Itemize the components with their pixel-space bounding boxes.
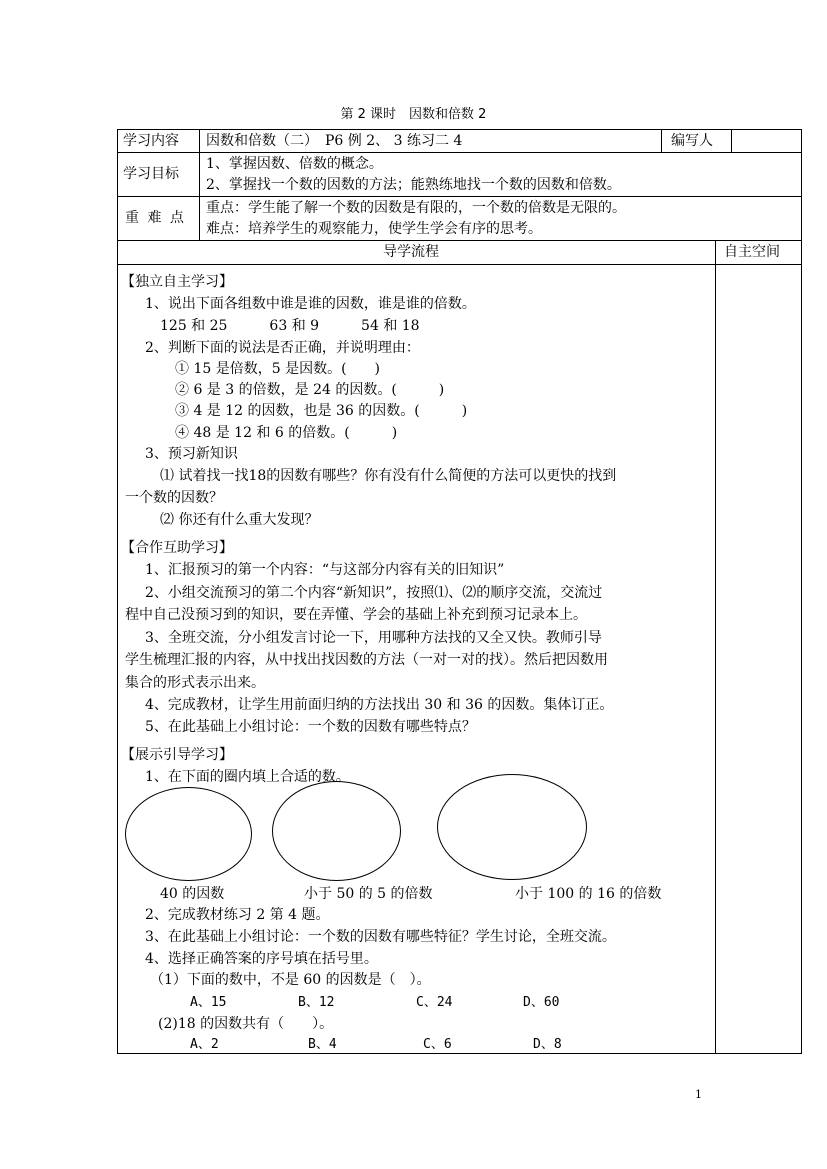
key-line-1: 重点：学生能了解一个数的因数是有限的，一个数的倍数是无限的。	[206, 200, 626, 216]
q2-option-d: D、8	[533, 1037, 562, 1052]
s2-line-7: 4、完成教材，让学生用前面归纳的方法找出 30 和 36 的因数。集体订正。	[145, 697, 614, 713]
s3-line-2: 2、完成教材练习 2 第 4 题。	[145, 907, 330, 923]
goal-line-1: 1、掌握因数、倍数的概念。	[206, 156, 383, 172]
table-border-top	[117, 129, 802, 130]
s1-line-2: 125 和 25 63 和 9 54 和 18	[160, 318, 420, 334]
q2-option-a: A、2	[190, 1037, 219, 1052]
table-line-row3	[117, 240, 802, 241]
goal-line-2: 2、掌握找一个数的因数的方法；能熟练地找一个数的因数和倍数。	[206, 177, 621, 193]
answer-circle-multiples-5[interactable]	[272, 781, 401, 881]
section-cooperative-title: 【合作互助学习】	[121, 540, 233, 556]
s1-line-8: 3、预习新知识	[145, 446, 238, 462]
circle-label-3: 小于 100 的 16 的倍数	[515, 886, 662, 902]
table-border-bottom	[117, 1053, 802, 1054]
circle-label-1: 40 的因数	[160, 886, 225, 902]
s3-line-4: 4、选择正确答案的序号填在括号里。	[145, 951, 378, 967]
s3-line-1: 1、在下面的圈内填上合适的数。	[145, 769, 350, 785]
table-line-row4	[117, 264, 802, 265]
table-line-row2	[117, 196, 802, 197]
answer-circle-multiples-16[interactable]	[437, 774, 587, 880]
s1-line-1: 1、说出下面各组数中谁是谁的因数，谁是谁的倍数。	[145, 296, 476, 312]
page-number: 1	[695, 1088, 702, 1101]
key-label: 重 难 点	[125, 210, 186, 226]
s2-line-4: 3、全班交流，分小组发言讨论一下，用哪种方法找的又全又快。教师引导	[145, 630, 602, 646]
q2-option-b: B、4	[308, 1037, 337, 1052]
s2-line-2: 2、小组交流预习的第二个内容“新知识”，按照⑴、⑵的顺序交流，交流过	[145, 585, 603, 601]
q1-option-a: A、15	[190, 995, 227, 1010]
q1-option-c: C、24	[416, 995, 453, 1010]
q1-option-d: D、60	[523, 995, 560, 1010]
q2-option-c: C、6	[423, 1037, 452, 1052]
s1-line-3: 2、判断下面的说法是否正确，并说明理由：	[145, 340, 420, 356]
s1-line-4: ① 15 是倍数，5 是因数。( )	[175, 361, 380, 377]
table-line-authorcol-left	[661, 129, 662, 153]
s2-line-5: 学生梳理汇报的内容，从中找出找因数的方法（一对一对的找）。然后把因数用	[125, 652, 608, 668]
table-line-spacecol	[715, 240, 716, 1054]
q1-option-b: B、12	[298, 995, 335, 1010]
section-independent-title: 【独立自主学习】	[121, 274, 233, 290]
s2-line-3: 程中自己没预习到的知识，要在弄懂、学会的基础上补充到预习记录本上。	[125, 607, 587, 623]
q2-text: (2)18 的因数共有（ ）。	[158, 1016, 334, 1032]
table-border-right	[801, 129, 802, 1054]
s2-line-8: 5、在此基础上小组讨论：一个数的因数有哪些特点？	[145, 719, 476, 735]
page-title: 第 2 课时 因数和倍数 2	[340, 107, 487, 122]
s2-line-6: 集合的形式表示出来。	[125, 675, 265, 691]
s3-line-5: （1）下面的数中，不是 60 的因数是（ ）。	[150, 972, 431, 988]
circle-label-2: 小于 50 的 5 的倍数	[304, 886, 433, 902]
s1-line-11: ⑵ 你还有什么重大发现？	[160, 512, 319, 528]
s1-line-10: 一个数的因数？	[125, 490, 223, 506]
s1-line-7: ④ 48 是 12 和 6 的倍数。( )	[175, 425, 398, 441]
s1-line-5: ② 6 是 3 的倍数，是 24 的因数。( )	[175, 382, 445, 398]
content-value: 因数和倍数（二） P6 例 2、 3 练习二 4	[206, 133, 463, 149]
s2-line-1: 1、汇报预习的第一个内容：“与这部分内容有关的旧知识”	[145, 562, 505, 578]
s3-line-3: 3、在此基础上小组讨论：一个数的因数有哪些特征？学生讨论，全班交流。	[145, 929, 616, 945]
table-line-labelcol	[199, 129, 200, 241]
goal-label: 学习目标	[123, 166, 179, 182]
s1-line-6: ③ 4 是 12 的因数，也是 36 的因数。( )	[175, 403, 468, 419]
answer-circle-factors-40[interactable]	[125, 787, 252, 881]
table-line-authorcol-right	[731, 129, 732, 153]
space-label: 自主空间	[724, 244, 780, 260]
content-label: 学习内容	[123, 133, 179, 149]
key-line-2: 难点：培养学生的观察能力，使学生学会有序的思考。	[206, 221, 542, 237]
s1-line-9: ⑴ 试着找一找18的因数有哪些？你有没有什么简便的方法可以更快的找到	[160, 468, 617, 484]
flow-label: 导学流程	[383, 244, 439, 260]
author-label: 编写人	[671, 133, 713, 149]
section-display-title: 【展示引导学习】	[121, 747, 233, 763]
table-line-row1	[117, 152, 802, 153]
table-border-left	[117, 129, 118, 1054]
